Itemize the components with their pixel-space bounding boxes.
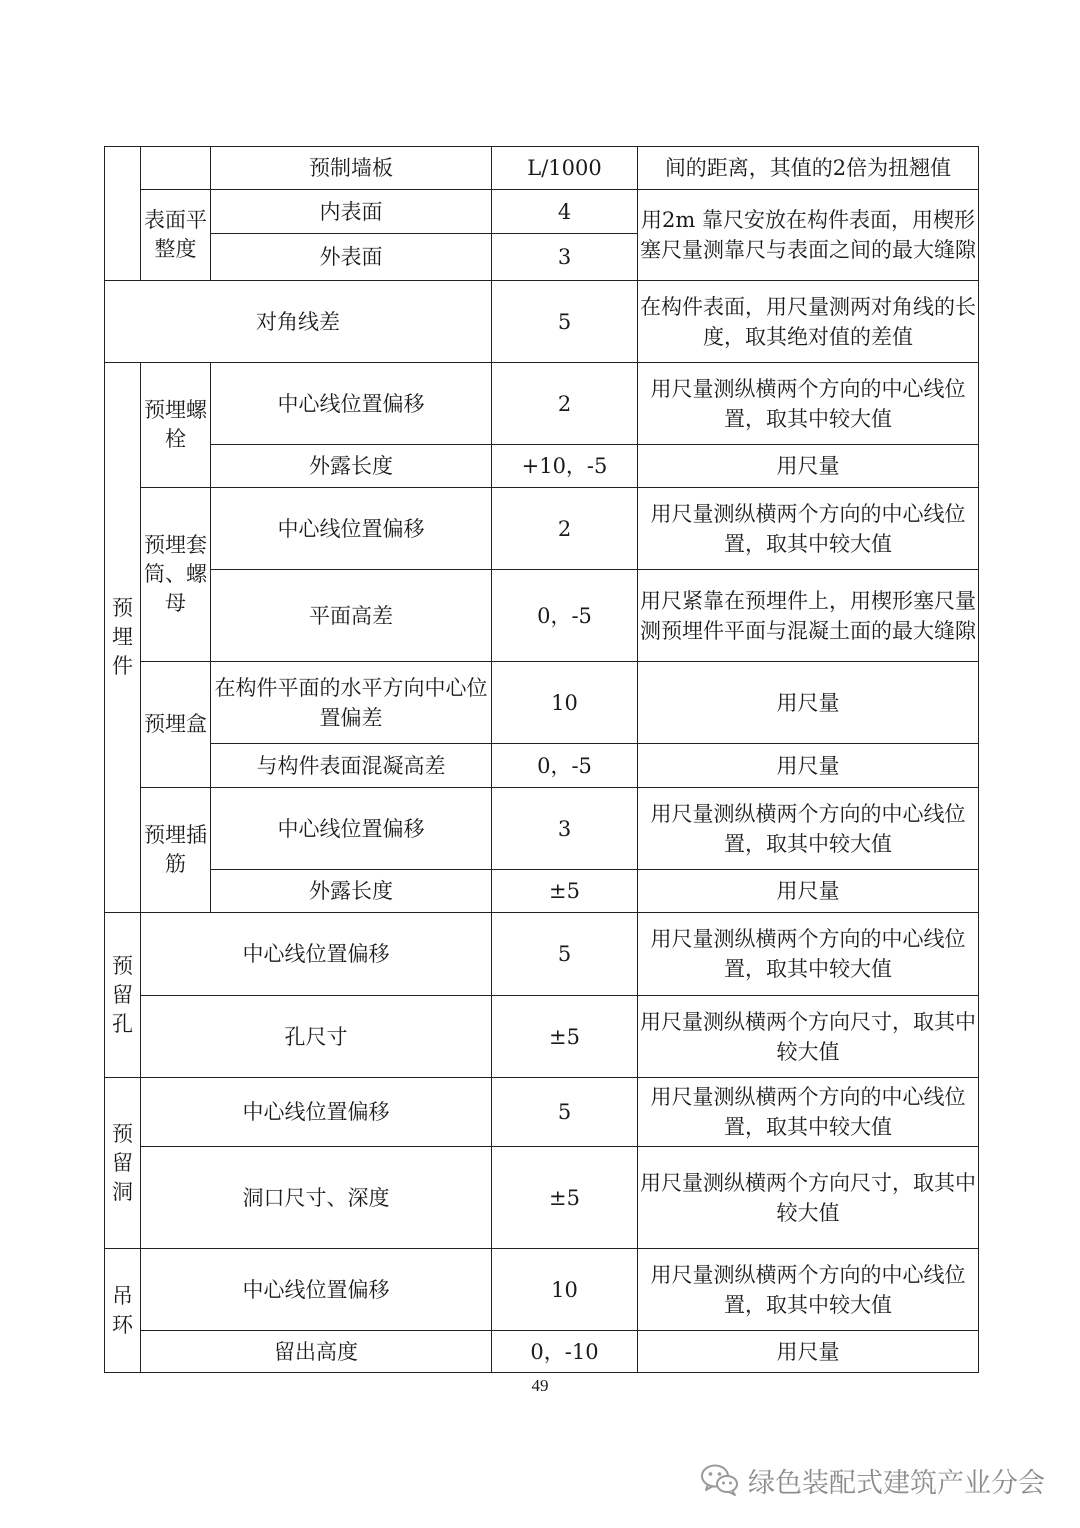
item-cell: 洞口尺寸、深度 bbox=[141, 1147, 492, 1249]
item-cell: 中心线位置偏移 bbox=[141, 913, 492, 996]
tolerance-cell: 0，-5 bbox=[492, 570, 638, 662]
table-row bbox=[105, 1147, 979, 1249]
table-row bbox=[105, 913, 979, 996]
group-cell: 预埋盒 bbox=[141, 662, 211, 788]
item-cell: 与构件表面混凝高差 bbox=[211, 744, 492, 788]
item-cell: 对角线差 bbox=[105, 281, 492, 363]
item-cell: 外露长度 bbox=[211, 870, 492, 913]
method-cell: 用尺量 bbox=[638, 744, 979, 788]
group-cell: 预埋螺栓 bbox=[141, 363, 211, 488]
table-row bbox=[105, 1249, 979, 1331]
tolerance-cell: 5 bbox=[492, 913, 638, 996]
method-cell: 用尺量 bbox=[638, 1331, 979, 1373]
method-cell: 用尺量测纵横两个方向尺寸，取其中较大值 bbox=[638, 1147, 979, 1249]
tolerance-cell: ±5 bbox=[492, 870, 638, 913]
tolerance-cell: 0，-5 bbox=[492, 744, 638, 788]
method-cell: 用尺量 bbox=[638, 662, 979, 744]
method-cell: 间的距离，其值的2倍为扭翘值 bbox=[638, 147, 979, 190]
tolerance-cell: 3 bbox=[492, 234, 638, 281]
item-cell: 中心线位置偏移 bbox=[141, 1078, 492, 1147]
method-cell: 用尺量测纵横两个方向的中心线位置，取其中较大值 bbox=[638, 488, 979, 570]
table-row bbox=[105, 744, 979, 788]
wechat-icon bbox=[700, 1462, 740, 1498]
category-cell: 预留孔 bbox=[105, 913, 141, 1078]
category-cell: 吊环 bbox=[105, 1249, 141, 1373]
item-cell: 中心线位置偏移 bbox=[141, 1249, 492, 1331]
tolerance-cell: 10 bbox=[492, 1249, 638, 1331]
group-cell: 预埋套筒、螺母 bbox=[141, 488, 211, 662]
table-row bbox=[105, 870, 979, 913]
item-cell: 留出高度 bbox=[141, 1331, 492, 1373]
table-row bbox=[105, 788, 979, 870]
item-cell: 外露长度 bbox=[211, 445, 492, 488]
table-row bbox=[105, 1331, 979, 1373]
item-cell: 中心线位置偏移 bbox=[211, 488, 492, 570]
category-cell: 预留洞 bbox=[105, 1078, 141, 1249]
item-cell: 孔尺寸 bbox=[141, 996, 492, 1078]
tolerance-cell: 4 bbox=[492, 190, 638, 234]
item-cell: 中心线位置偏移 bbox=[211, 363, 492, 445]
tolerance-cell: 2 bbox=[492, 488, 638, 570]
category-cell: 预埋件 bbox=[105, 363, 141, 913]
watermark bbox=[700, 1458, 1045, 1502]
group-cell: 预埋插筋 bbox=[141, 788, 211, 913]
tolerance-cell: L/1000 bbox=[492, 147, 638, 190]
watermark-text: 绿色装配式建筑产业分会 bbox=[748, 1467, 1045, 1499]
spec-table bbox=[104, 146, 979, 1373]
method-cell: 用尺量测纵横两个方向尺寸，取其中较大值 bbox=[638, 996, 979, 1078]
group-cell: 表面平整度 bbox=[141, 190, 211, 281]
method-cell: 用尺量测纵横两个方向的中心线位置，取其中较大值 bbox=[638, 788, 979, 870]
method-cell: 用尺量测纵横两个方向的中心线位置，取其中较大值 bbox=[638, 1249, 979, 1331]
item-cell: 中心线位置偏移 bbox=[211, 788, 492, 870]
tolerance-cell: +10，-5 bbox=[492, 445, 638, 488]
tolerance-cell: 5 bbox=[492, 281, 638, 363]
table-row bbox=[105, 445, 979, 488]
item-cell: 预制墙板 bbox=[211, 147, 492, 190]
table-cell bbox=[105, 147, 141, 281]
table-row bbox=[105, 570, 979, 662]
table-row bbox=[105, 1078, 979, 1147]
item-cell: 平面高差 bbox=[211, 570, 492, 662]
item-cell: 内表面 bbox=[211, 190, 492, 234]
method-cell: 用尺量测纵横两个方向的中心线位置，取其中较大值 bbox=[638, 913, 979, 996]
table-row bbox=[105, 363, 979, 445]
method-cell: 用尺量 bbox=[638, 445, 979, 488]
method-cell: 用尺量 bbox=[638, 870, 979, 913]
table-row bbox=[105, 488, 979, 570]
table-row bbox=[105, 996, 979, 1078]
tolerance-cell: 5 bbox=[492, 1078, 638, 1147]
table-cell bbox=[141, 147, 211, 190]
table-row bbox=[105, 147, 979, 190]
method-cell: 用尺量测纵横两个方向的中心线位置，取其中较大值 bbox=[638, 363, 979, 445]
tolerance-cell: 2 bbox=[492, 363, 638, 445]
method-cell: 用尺量测纵横两个方向的中心线位置，取其中较大值 bbox=[638, 1078, 979, 1147]
tolerance-cell: 0，-10 bbox=[492, 1331, 638, 1373]
tolerance-cell: 3 bbox=[492, 788, 638, 870]
method-cell: 用尺紧靠在预埋件上，用楔形塞尺量测预埋件平面与混凝土面的最大缝隙 bbox=[638, 570, 979, 662]
table-row bbox=[105, 190, 979, 234]
method-cell: 用2m 靠尺安放在构件表面，用楔形塞尺量测靠尺与表面之间的最大缝隙 bbox=[638, 190, 979, 281]
item-cell: 外表面 bbox=[211, 234, 492, 281]
page-number: 49 bbox=[531, 1376, 549, 1395]
item-cell: 在构件平面的水平方向中心位置偏差 bbox=[211, 662, 492, 744]
tolerance-cell: ±5 bbox=[492, 1147, 638, 1249]
tolerance-cell: 10 bbox=[492, 662, 638, 744]
table-row bbox=[105, 281, 979, 363]
method-cell: 在构件表面，用尺量测两对角线的长度，取其绝对值的差值 bbox=[638, 281, 979, 363]
table-row bbox=[105, 662, 979, 744]
tolerance-cell: ±5 bbox=[492, 996, 638, 1078]
